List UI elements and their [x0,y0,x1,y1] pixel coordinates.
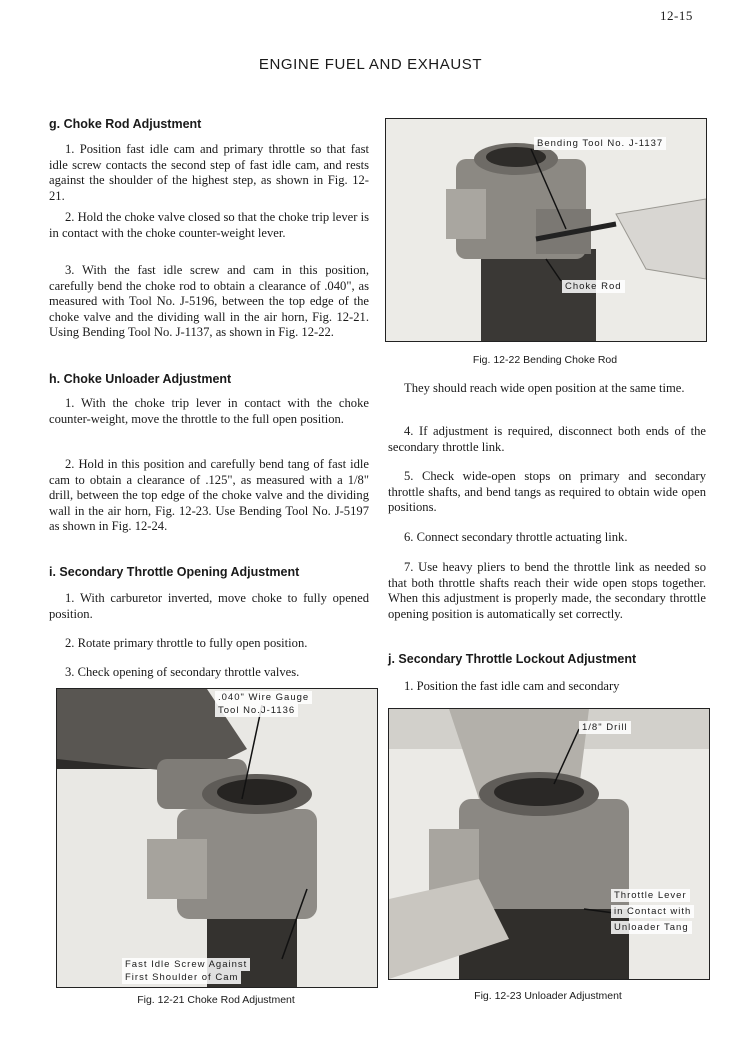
paragraph: 1. Position the fast idle cam and secondary [404,679,620,693]
paragraph: 6. Connect secondary throttle actuating link. [404,530,628,544]
callout-tool-number: Tool No.J-1136 [215,704,298,717]
paragraph: They should reach wide open position at the same time. [404,381,685,395]
page-title: ENGINE FUEL AND EXHAUST [258,56,483,73]
callout-wire-gauge: .040" Wire Gauge [215,691,312,704]
paragraph: 1. With the choke trip lever in contact with the choke counter-weight, move the throttle to the full open position. [49,396,369,426]
paragraph: 4. If adjustment is required, disconnect both ends of the secondary throttle link. [388,424,706,454]
section-heading-g: g. Choke Rod Adjustment [49,117,202,131]
carburetor-photo [386,119,706,341]
figure-12-23 [388,708,710,980]
paragraph: 2. Rotate primary throttle to fully open position. [65,636,308,650]
page-number: 12-15 [660,8,693,23]
figure-caption: Fig. 12-21 Choke Rod Adjustment [137,994,295,1006]
callout-choke-rod: Choke Rod [562,280,625,293]
callout-drill: 1/8" Drill [579,721,631,734]
callout-unloader-tang: Unloader Tang [611,921,692,934]
section-heading-i: i. Secondary Throttle Opening Adjustment [49,565,300,579]
callout-bending-tool: Bending Tool No. J-1137 [534,137,666,150]
figure-caption: Fig. 12-23 Unloader Adjustment [474,990,622,1002]
paragraph: 5. Check wide-open stops on primary and secondary throttle shafts, and bend tangs as required to obtain wide open positions. [388,469,706,515]
callout-in-contact: in Contact with [611,905,694,918]
callout-first-shoulder: First Shoulder of Cam [122,971,241,984]
figure-caption: Fig. 12-22 Bending Choke Rod [472,354,618,366]
paragraph: 3. With the fast idle screw and cam in this position, carefully bend the choke rod to obtain a clearance of .040", as measured with Tool No. J-5196, between the top edge of the choke valve and the dividing wall in the air horn, Fig. 12-21. Using Bending Tool No. J-1137, as shown in Fig. 12-22. [49,263,369,340]
callout-throttle-lever: Throttle Lever [611,889,690,902]
callout-fast-idle-screw: Fast Idle Screw Against [122,958,250,971]
paragraph: 3. Check opening of secondary throttle valves. [65,665,300,679]
figure-12-22 [385,118,707,342]
paragraph: 1. With carburetor inverted, move choke to fully opened position. [49,591,369,621]
carburetor-photo [389,709,709,979]
paragraph: 7. Use heavy pliers to bend the throttle link as needed so that both throttle shafts reach their wide open stops together. When this adjustment is properly made, the secondary throttle opening position is automatically set correctly. [388,560,706,621]
section-heading-j: j. Secondary Throttle Lockout Adjustment [388,652,637,666]
paragraph: 2. Hold the choke valve closed so that the choke trip lever is in contact with the choke counter-weight lever. [49,210,369,240]
paragraph: 1. Position fast idle cam and primary throttle so that fast idle screw contacts the second step of fast idle cam, and rests against the shoulder of the highest step, as shown in Fig. 12-21. [49,142,369,203]
carburetor-photo [57,689,377,987]
figure-12-21 [56,688,378,988]
paragraph: 2. Hold in this position and carefully bend tang of fast idle cam to obtain a clearance of .125", as measured with a 1/8" drill, between the top edge of the choke valve and the dividing wall in the air horn, Fig. 12-23. Use Bending Tool No. J-5197 as shown in Fig. 12-24. [49,457,369,534]
section-heading-h: h. Choke Unloader Adjustment [49,372,232,386]
